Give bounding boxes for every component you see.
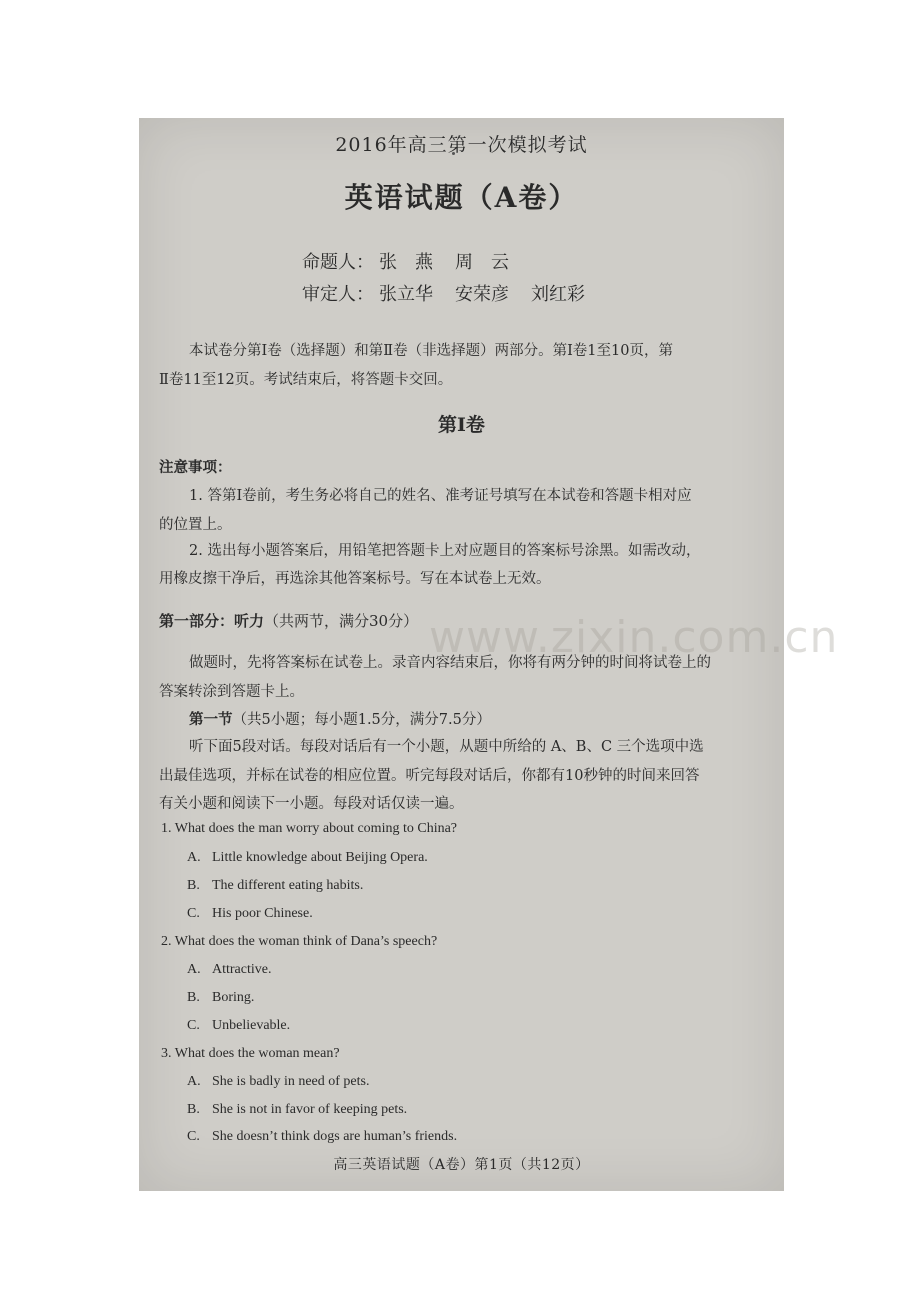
option-text: Boring. — [212, 990, 255, 1005]
option-letter: B. — [187, 990, 200, 1005]
part1-heading — [159, 610, 418, 631]
option-1b — [187, 878, 363, 894]
part1-desc: 答案转涂到答题卡上。 — [159, 684, 304, 700]
notice-item: 的位置上。 — [159, 517, 232, 533]
option-text: The different eating habits. — [212, 878, 364, 893]
option-text: She doesn’t think dogs are human’s friends. — [212, 1129, 458, 1144]
option-3c — [187, 1129, 457, 1145]
option-3a — [187, 1074, 369, 1090]
question-2: 2. What does the woman think of Dana’s speech? — [161, 934, 438, 949]
part1-desc: 做题时，先将答案标在试卷上。录音内容结束后，你将有两分钟的时间将试卷上的 — [189, 655, 711, 671]
setter-name: 张 燕 — [379, 252, 433, 273]
intro-line: 本试卷分第Ⅰ卷（选择题）和第Ⅱ卷（非选择题）两部分。第Ⅰ卷1至10页，第 — [189, 343, 673, 359]
section1-info: （共5小题；每小题1.5分，满分7.5分） — [232, 712, 491, 728]
option-text: She is badly in need of pets. — [212, 1074, 370, 1089]
option-text: Attractive. — [212, 962, 272, 977]
intro-line: Ⅱ卷11至12页。考试结束后，将答题卡交回。 — [159, 372, 453, 388]
reviewers-label: 审定人： — [302, 284, 374, 305]
reviewer-name: 安荣彦 — [455, 284, 509, 305]
question-3: 3. What does the woman mean? — [161, 1046, 340, 1061]
notice-heading: 注意事项： — [159, 459, 232, 476]
reviewer-name: 刘红彩 — [531, 284, 585, 305]
section1-desc: 出最佳选项，并标在试卷的相应位置。听完每段对话后，你都有10秒钟的时间来回答 — [159, 768, 700, 784]
subject-title: 英语试题（A卷） — [344, 181, 579, 214]
setter-name: 周 云 — [455, 252, 509, 273]
part1-title: 第一部分：听力 — [159, 612, 265, 630]
exam-paper — [139, 118, 839, 1191]
option-letter: C. — [187, 1018, 200, 1033]
volume-title: 第Ⅰ卷 — [438, 414, 485, 436]
option-letter: C. — [187, 906, 200, 921]
option-2b — [187, 990, 254, 1006]
notice-item: 2. 选出每小题答案后，用铅笔把答题卡上对应题目的答案标号涂黑。如需改动， — [189, 543, 701, 559]
section1-desc: 有关小题和阅读下一小题。每段对话仅读一遍。 — [159, 796, 464, 812]
reviewer-name: 张立华 — [379, 284, 433, 305]
option-2c — [187, 1018, 290, 1034]
section1-desc: 听下面5段对话。每段对话后有一个小题，从题中所给的 A、B、C 三个选项中选 — [189, 739, 704, 755]
option-1c — [187, 906, 313, 922]
page-footer: 高三英语试题（A卷）第1页（共12页） — [333, 1157, 590, 1173]
setters-row — [302, 248, 531, 274]
option-1a — [187, 850, 428, 866]
section1-title: 第一节 — [189, 711, 233, 728]
option-letter: A. — [187, 1074, 201, 1089]
section1-heading — [189, 708, 491, 729]
watermark: www.zixin.com.cn — [429, 612, 839, 663]
option-letter: A. — [187, 850, 201, 865]
option-letter: C. — [187, 1129, 200, 1144]
notice-item: 1. 答第Ⅰ卷前，考生务必将自己的姓名、准考证号填写在本试卷和答题卡相对应 — [189, 488, 692, 504]
option-text: Unbelievable. — [212, 1018, 291, 1033]
reviewers-row — [302, 280, 607, 306]
option-letter: B. — [187, 1102, 200, 1117]
setters-label: 命题人： — [302, 252, 374, 273]
option-letter: A. — [187, 962, 201, 977]
part1-score: （共两节，满分30分） — [264, 612, 419, 630]
option-text: Little knowledge about Beijing Opera. — [212, 850, 428, 865]
notice-item: 用橡皮擦干净后，再选涂其他答案标号。写在本试卷上无效。 — [159, 571, 551, 587]
option-text: His poor Chinese. — [212, 906, 313, 921]
question-1: 1. What does the man worry about coming to China? — [161, 821, 458, 836]
option-text: She is not in favor of keeping pets. — [212, 1102, 408, 1117]
option-3b — [187, 1102, 407, 1118]
option-letter: B. — [187, 878, 200, 893]
exam-title: 2016年高三第一次模拟考试 — [335, 134, 588, 156]
option-2a — [187, 962, 271, 978]
